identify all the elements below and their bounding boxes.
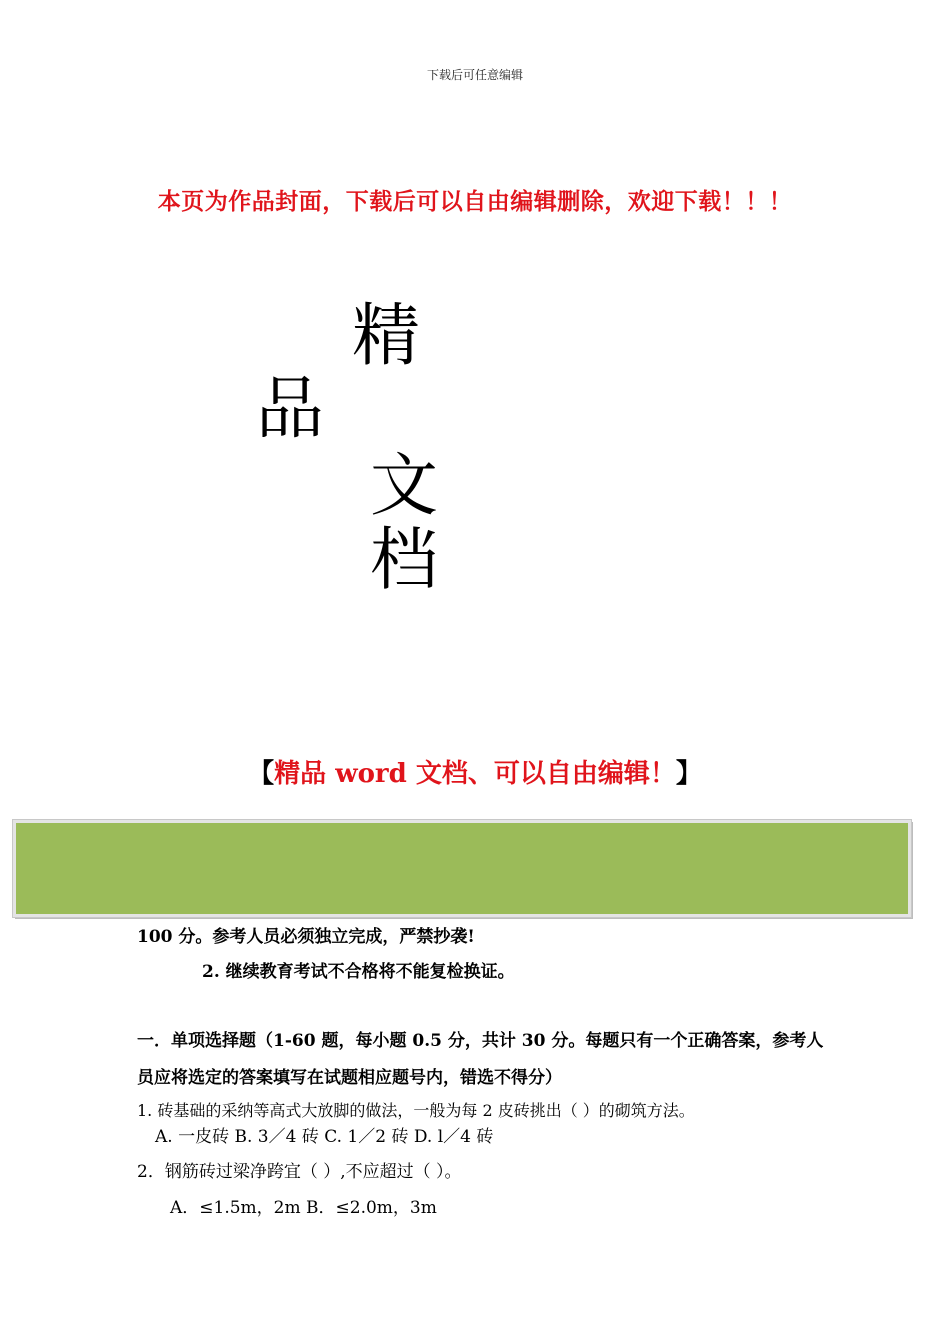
question-1-text: 1. 砖基础的采纳等高式大放脚的做法，一般为每 2 皮砖挑出（ ）的砌筑方法。 [137,1101,695,1120]
cover-notice: 本页为作品封面，下载后可以自由编辑删除，欢迎下载！！！ [157,188,793,215]
title-char-jing: 精 [352,297,421,376]
title-char-pin: 品 [256,370,325,449]
question-1-options: A. 一皮砖 B. 3／4 砖 C. 1／2 砖 D. l／4 砖 [155,1127,494,1147]
question-2-text: 2．钢筋砖过梁净跨宜（ ）,不应超过（ ）。 [137,1162,462,1182]
banner-open-bracket: 【 [248,759,275,789]
section-heading-line-1: 一．单项选择题（1-60 题，每小题 0.5 分，共计 30 分。每题只有一个正确答案，参考人 [137,1031,824,1051]
green-header-box [13,820,911,917]
title-char-dang: 档 [370,521,439,600]
header-note: 下载后可任意编辑 [426,68,523,82]
section-heading-line-2: 员应将选定的答案填写在试题相应题号内，错选不得分） [137,1068,562,1088]
title-char-wen: 文 [370,447,439,526]
instruction-line-1: 100 分。参考人员必须独立完成，严禁抄袭! [137,927,475,947]
banner-close-bracket: 】 [675,759,702,789]
instruction-line-2: 2. 继续教育考试不合格将不能复检换证。 [202,962,515,982]
question-2-options: A．≤1.5m，2m B．≤2.0m，3m [170,1198,437,1218]
editable-banner [0,753,950,790]
banner-text: 精品 word 文档、可以自由编辑！ [274,759,676,789]
